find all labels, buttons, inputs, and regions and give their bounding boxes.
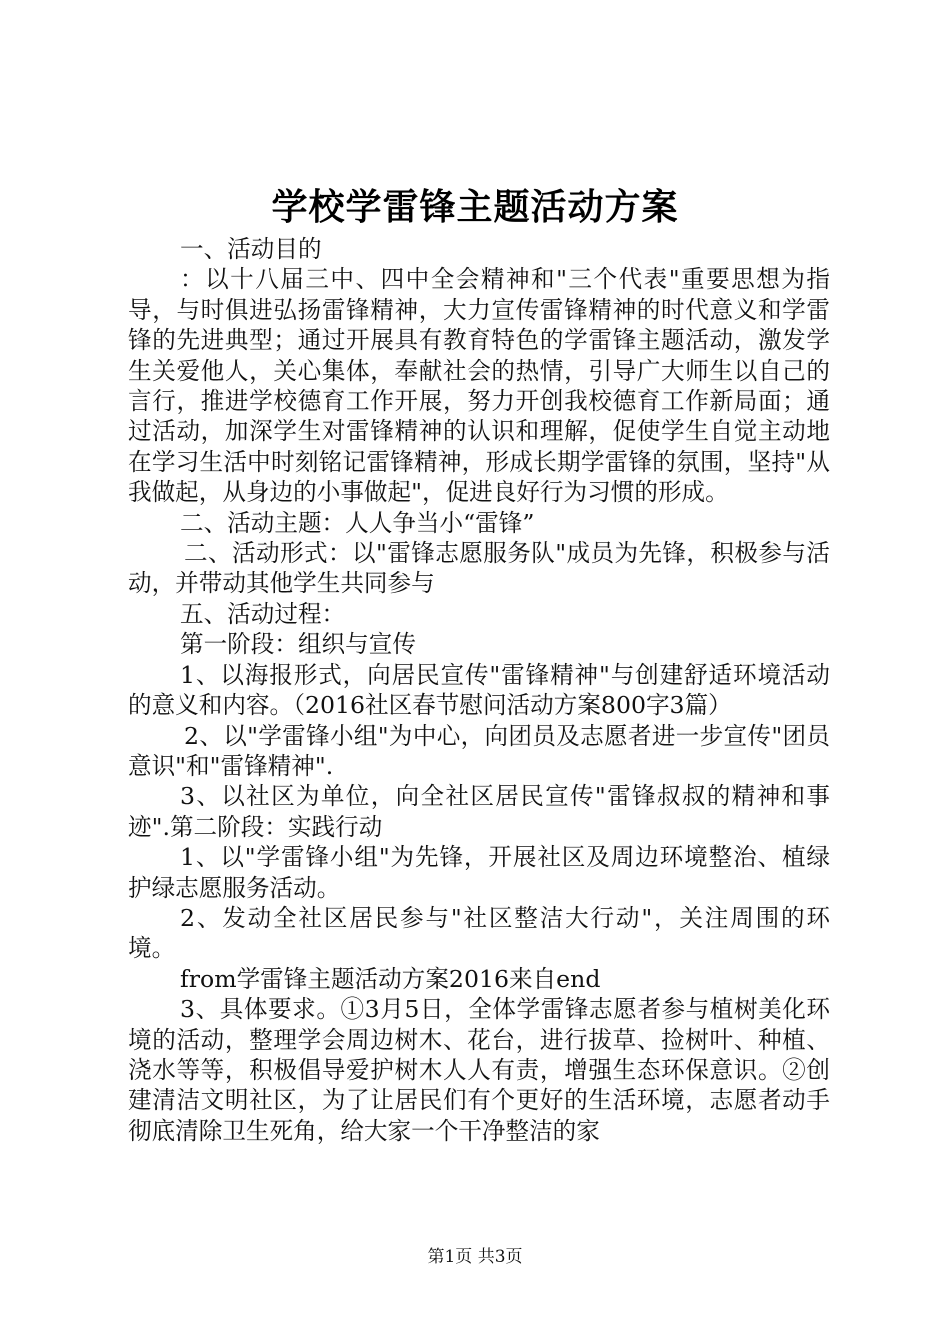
paragraph-practice-1: 1、以"学雷锋小组"为先锋，开展社区及周边环境整治、植绿护绿志愿服务活动。 <box>128 843 830 902</box>
paragraph-item-2: 2、以"学雷锋小组"为中心，向团员及志愿者进一步宣传"团员意识"和"雷锋精神". <box>128 721 830 780</box>
document-body <box>128 234 830 1146</box>
paragraph-purpose-heading: 一、活动目的 <box>180 235 322 263</box>
document-title: 学校学雷锋主题活动方案 <box>271 186 679 228</box>
paragraph-item-1: 1、以海报形式，向居民宣传"雷锋精神"与创建舒适环境活动的意义和内容。（2016社区春节慰问活动方案800字3篇） <box>128 660 830 720</box>
paragraph-source-note: from学雷锋主题活动方案2016来自end <box>180 964 601 993</box>
paragraph-purpose-text: ：以十八届三中、四中全会精神和"三个代表"重要思想为指导，与时俱进弘扬雷锋精神，大力宣传雷锋精神的时代意义和学雷锋的先进典型；通过开展具有教育特色的学雷锋主题活动，激发学生关爱他人，关心集体，奉献社会的热情，引导广大师生以自己的言行，推进学校德育工作开展，努力开创我校德育工作新局面；通过活动，加深学生对雷锋精神的认识和理解，促使学生自觉主动地在学习生活中时刻铭记雷锋精神，形成长期学雷锋的氛围，坚持"从我做起，从身边的小事做起"，促进良好行为习惯的形成。 <box>128 265 830 507</box>
page-footer: 第1页 共3页 <box>427 1247 523 1267</box>
paragraph-requirements: 3、具体要求。①3月5日，全体学雷锋志愿者参与植树美化环境的活动，整理学会周边树木、花台，进行拔草、捡树叶、种植、浇水等等，积极倡导爱护树木人人有责，增强生态环保意识。②创建清洁文明社区，为了让居民们有个更好的生活环境，志愿者动手彻底清除卫生死角，给大家一个干净整洁的家 <box>128 995 830 1145</box>
paragraph-form: 二、活动形式：以"雷锋志愿服务队"成员为先锋，积极参与活动，并带动其他学生共同参与 <box>128 539 830 598</box>
paragraph-process-heading: 五、活动过程： <box>180 599 346 628</box>
paragraph-theme: 二、活动主题：人人争当小“雷锋” <box>180 508 535 537</box>
paragraph-item-3: 3、以社区为单位，向全社区居民宣传"雷锋叔叔的精神和事迹".第二阶段：实践行动 <box>128 782 830 841</box>
paragraph-practice-2: 2、发动全社区居民参与"社区整洁大行动"，关注周围的环境。 <box>128 903 830 963</box>
paragraph-stage-one: 第一阶段：组织与宣传 <box>180 630 416 659</box>
